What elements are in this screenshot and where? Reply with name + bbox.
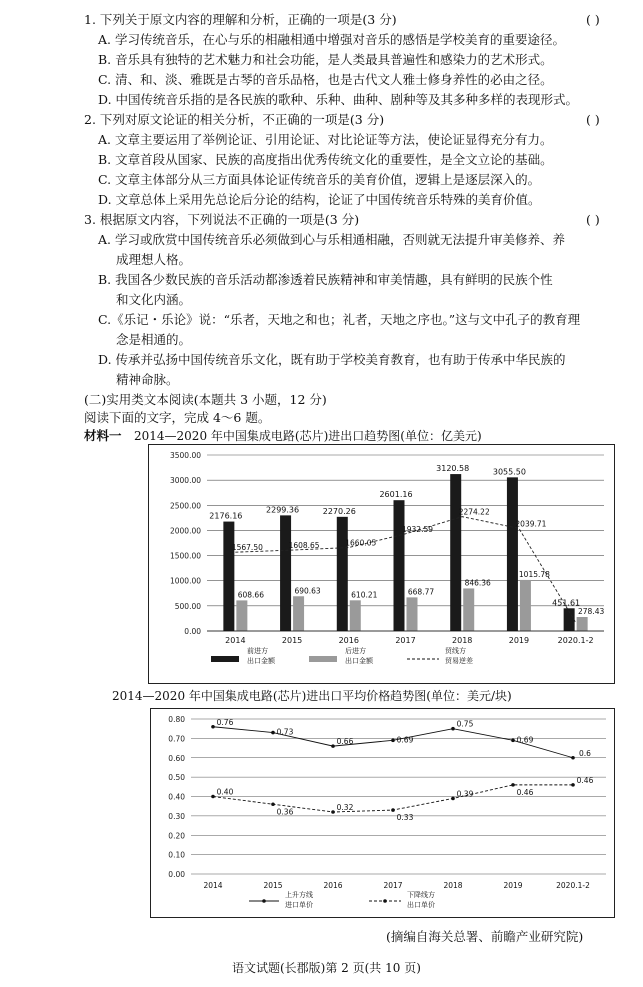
chart2-frame (150, 708, 615, 918)
section-instruction: 阅读下面的文字，完成 4～6 题。 (84, 410, 271, 425)
import-value-label: 2299.36 (266, 505, 300, 515)
unit-price-line-chart (151, 709, 614, 917)
legend-import-line2: 出口金额 (247, 657, 275, 665)
import-price-label: 0.66 (336, 737, 354, 747)
export-price-label: 0.33 (396, 813, 414, 823)
material-label: 材料一 (84, 428, 122, 443)
y-tick-label: 1000.00 (169, 576, 201, 586)
x-tick-label: 2020.1-2 (556, 881, 590, 890)
import-price-point (571, 756, 575, 760)
import-price-label: 0.69 (516, 735, 534, 745)
import-value-label: 2270.26 (322, 506, 356, 516)
import-bar (450, 474, 461, 631)
import-price-point (511, 739, 515, 743)
export-value-label: 690.63 (294, 586, 321, 596)
y-tick-label: 500.00 (174, 601, 201, 611)
deficit-value-label: 1932.59 (401, 524, 434, 534)
q3-option-d-line2: 精神命脉。 (116, 372, 179, 387)
export-bar (577, 617, 588, 631)
export-price-label: 0.40 (216, 787, 234, 797)
y-tick-label: 3000.00 (169, 476, 201, 486)
import-value-label: 3055.50 (492, 467, 526, 477)
export-value-label: 846.36 (464, 578, 491, 588)
export-value-label: 278.43 (578, 606, 605, 616)
y-tick-label: 0.20 (168, 831, 185, 841)
deficit-value-label: 2274.22 (458, 507, 490, 517)
chart1-frame (148, 444, 615, 684)
x-tick-label: 2014 (203, 881, 223, 890)
deficit-value-label: 1567.50 (231, 543, 263, 553)
export-price-label: 0.39 (456, 789, 474, 799)
export-price-label: 0.32 (336, 803, 354, 812)
export-bar (293, 596, 304, 631)
q1-option-b: B. 音乐具有独特的艺术魅力和社会功能，是人类最具普遍性和感染力的艺术形式。 (98, 52, 553, 67)
legend-deficit-line1: 贸线方 (445, 647, 466, 655)
export-price-point (571, 783, 575, 787)
legend-import-marker (262, 899, 266, 903)
import-price-label: 0.69 (396, 735, 414, 745)
export-price-point (331, 810, 335, 814)
import-bar (223, 522, 234, 631)
legend-import-swatch (211, 656, 239, 662)
x-tick-label: 2018 (452, 636, 473, 645)
export-value-label: 668.77 (407, 587, 435, 597)
q3-option-c-line1: C.《乐记・乐论》说：“乐者，天地之和也；礼者，天地之序也。”这与文中孔子的教育理 (98, 312, 581, 327)
y-tick-label: 1500.00 (169, 551, 201, 561)
legend-export-line2: 出口金额 (345, 657, 373, 665)
x-tick-label: 2016 (323, 881, 343, 890)
import-bar (280, 515, 291, 631)
export-price-point (511, 783, 515, 787)
y-tick-label: 0.30 (168, 811, 185, 821)
y-tick-label: 0.00 (184, 627, 201, 636)
deficit-value-label: 1608.65 (288, 541, 320, 551)
export-bar (350, 600, 361, 631)
y-tick-label: 0.80 (168, 715, 185, 724)
legend-export-swatch (309, 656, 337, 662)
y-tick-label: 2500.00 (169, 501, 201, 511)
deficit-value-label: 2039.71 (515, 519, 547, 529)
import-value-label: 451.61 (552, 598, 581, 608)
export-price-point (451, 797, 455, 801)
export-bar (463, 588, 474, 631)
export-price-point (391, 808, 395, 812)
y-tick-label: 0.00 (168, 870, 185, 879)
import-bar (337, 517, 348, 631)
q2-answer-blank[interactable]: ( ) (586, 112, 600, 127)
q1-stem: 1. 下列关于原文内容的理解和分析，正确的一项是(3 分) (84, 12, 397, 27)
q1-answer-blank[interactable]: ( ) (586, 12, 600, 27)
legend-export-line1: 下降线方 (407, 891, 435, 899)
q1-option-a: A. 学习传统音乐，在心与乐的相融相通中增强对音乐的感悟是学校美育的重要途径。 (98, 32, 565, 47)
q2-option-b: B. 文章首段从国家、民族的高度指出优秀传统文化的重要性，是全文立论的基础。 (98, 152, 553, 167)
deficit-value-label: 1660.05 (345, 538, 377, 548)
export-price-point (271, 802, 275, 806)
q3-option-c-line2: 念是相通的。 (116, 332, 192, 347)
legend-export-line1: 后进方 (345, 647, 366, 655)
x-tick-label: 2016 (338, 636, 359, 645)
q3-option-a-line2: 成理想人格。 (116, 252, 192, 267)
import-value-label: 2176.16 (209, 511, 243, 521)
legend-export-line2: 出口单价 (407, 901, 435, 909)
legend-import-line1: 上升方线 (285, 891, 313, 899)
q3-answer-blank[interactable]: ( ) (586, 212, 600, 227)
q3-stem: 3. 根据原文内容，下列说法不正确的一项是(3 分) (84, 212, 360, 227)
x-tick-label: 2019 (508, 636, 530, 645)
export-price-label: 0.46 (576, 775, 594, 785)
y-tick-label: 0.70 (168, 734, 185, 744)
export-value-label: 1015.78 (518, 569, 550, 579)
y-tick-label: 3500.00 (169, 451, 201, 460)
legend-export-marker (383, 899, 387, 903)
import-price-point (391, 739, 395, 743)
x-tick-label: 2019 (503, 881, 523, 890)
import-bar (507, 477, 518, 631)
chart1-title: 2014—2020 年中国集成电路(芯片)进出口趋势图(单位：亿美元) (134, 429, 482, 443)
import-price-label: 0.73 (276, 727, 294, 737)
q3-option-d-line1: D. 传承并弘扬中国传统音乐文化，既有助于学校美育教育，也有助于传承中华民族的 (98, 352, 566, 367)
import-price-point (451, 727, 455, 731)
export-price-label: 0.36 (276, 807, 294, 817)
export-value-label: 610.21 (351, 590, 378, 600)
import-price-point (271, 731, 275, 735)
source-note: (摘编自海关总署、前瞻产业研究院) (386, 929, 584, 944)
x-tick-label: 2018 (443, 881, 463, 890)
q3-option-b-line2: 和文化内涵。 (116, 292, 192, 307)
export-bar (407, 597, 418, 631)
import-price-label: 0.76 (216, 717, 234, 727)
y-tick-label: 0.40 (168, 792, 185, 802)
export-price-label: 0.46 (516, 787, 534, 797)
q3-option-b-line1: B. 我国各少数民族的音乐活动都渗透着民族精神和审美情趣，具有鲜明的民族个性 (98, 272, 553, 287)
x-tick-label: 2017 (383, 881, 403, 890)
page-footer: 语文试题(长郡版)第 2 页(共 10 页) (232, 961, 421, 975)
x-tick-label: 2015 (263, 881, 283, 890)
q2-option-c: C. 文章主体部分从三方面具体论证传统音乐的美育价值，逻辑上是逐层深入的。 (98, 172, 541, 187)
q2-option-d: D. 文章总体上采用先总论后分论的结构，论证了中国传统音乐特殊的美育价值。 (98, 192, 541, 207)
export-price-point (211, 795, 215, 799)
q2-stem: 2. 下列对原文论证的相关分析，不正确的一项是(3 分) (84, 112, 385, 127)
q2-option-a: A. 文章主要运用了举例论证、引用论证、对比论证等方法，使论证显得充分有力。 (98, 132, 553, 147)
import-value-label: 2601.16 (379, 490, 413, 500)
export-bar (236, 600, 247, 631)
import-export-bar-chart (149, 445, 614, 683)
section-heading: (二)实用类文本阅读(本题共 3 小题，12 分) (84, 392, 327, 407)
x-tick-label: 2014 (225, 636, 246, 645)
legend-import-line1: 前进方 (247, 647, 268, 655)
x-tick-label: 2020.1-2 (557, 636, 594, 645)
legend-import-line2: 进口单价 (285, 901, 313, 909)
x-tick-label: 2015 (281, 636, 303, 645)
y-tick-label: 0.60 (168, 753, 185, 763)
import-price-point (211, 725, 215, 729)
import-price-label: 0.6 (579, 748, 591, 758)
q1-option-d: D. 中国传统音乐指的是各民族的歌种、乐种、曲种、剧种等及其多种多样的表现形式。 (98, 92, 579, 107)
q1-option-c: C. 清、和、淡、雅既是古琴的音乐品格，也是古代文人雅士修身养性的必由之径。 (98, 72, 553, 87)
chart2-title: 2014—2020 年中国集成电路(芯片)进出口平均价格趋势图(单位：美元/块) (112, 689, 512, 703)
import-price-label: 0.75 (456, 719, 474, 729)
y-tick-label: 0.50 (168, 773, 185, 783)
export-value-label: 608.66 (237, 590, 264, 600)
y-tick-label: 2000.00 (169, 526, 201, 536)
import-bar (394, 500, 405, 631)
import-value-label: 3120.58 (436, 464, 470, 474)
x-tick-label: 2017 (395, 636, 416, 645)
legend-deficit-line2: 贸易逆差 (445, 657, 473, 665)
y-tick-label: 0.10 (168, 850, 185, 860)
export-bar (520, 580, 531, 631)
q3-option-a-line1: A. 学习或欣赏中国传统音乐必须做到心与乐相通相融，否则就无法提升审美修养、养 (98, 232, 565, 247)
import-price-point (331, 744, 335, 748)
